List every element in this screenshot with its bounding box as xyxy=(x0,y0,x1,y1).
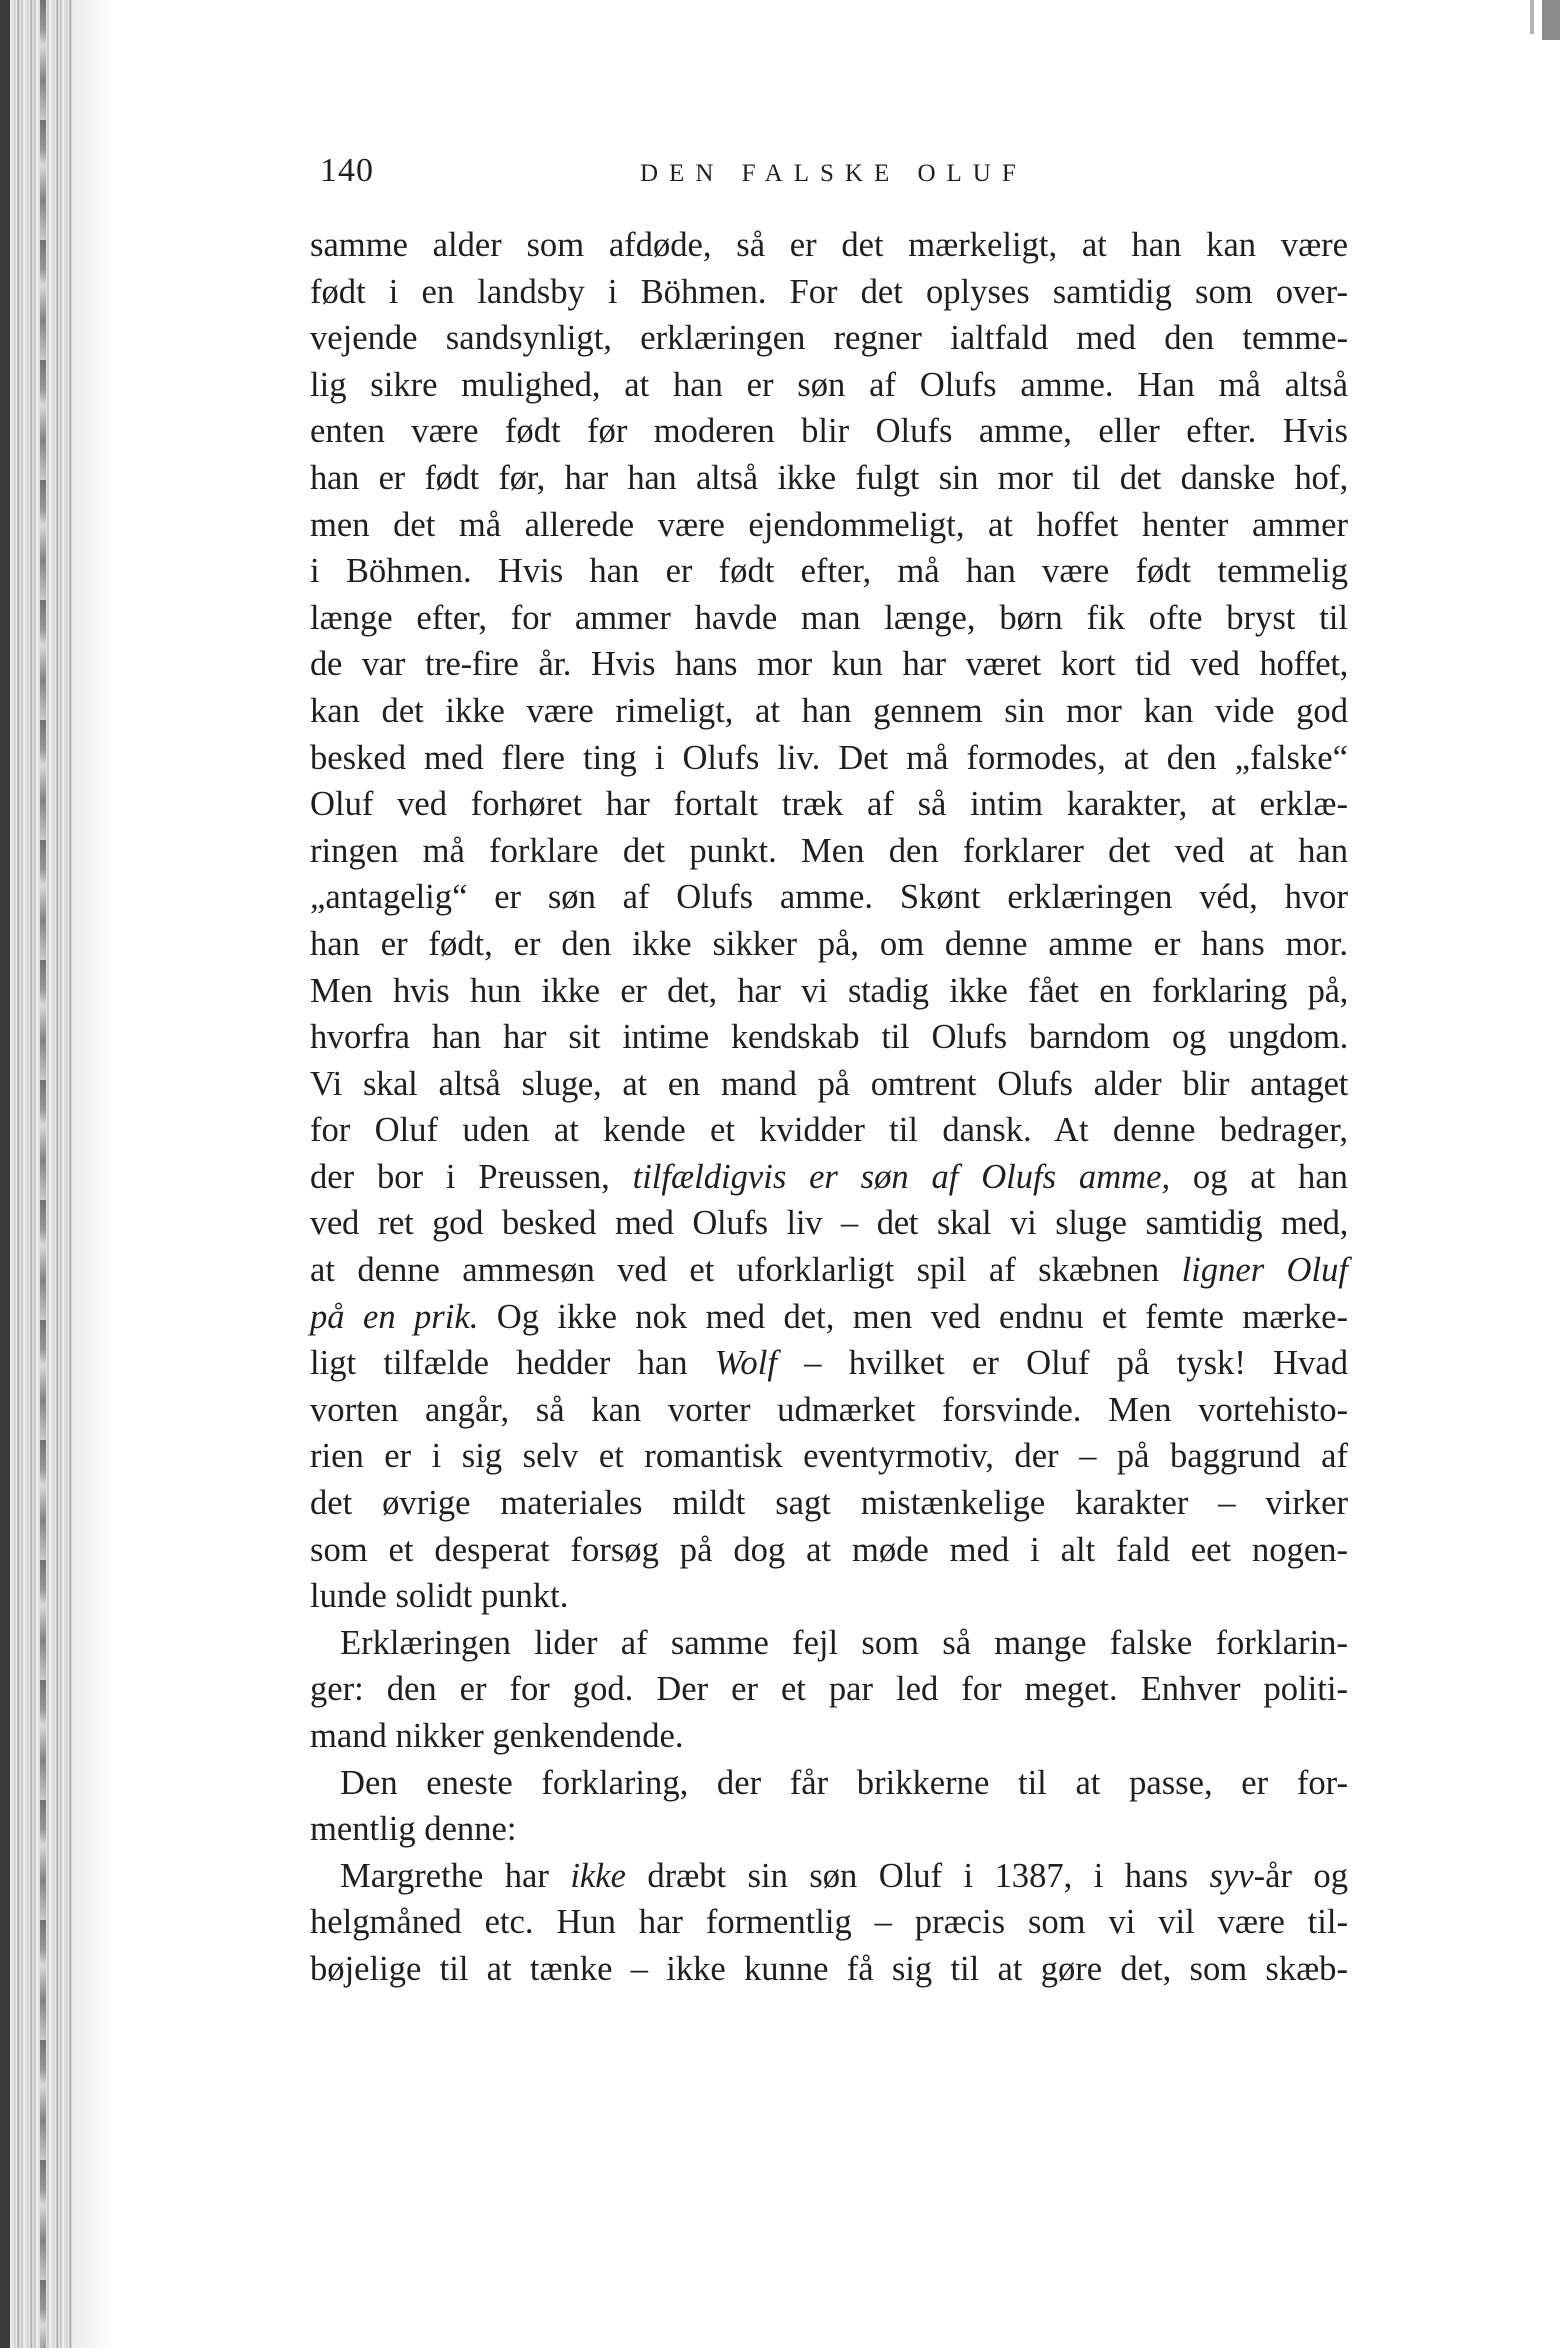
text-line: ger: den er for god. Der er et par led for meget. Enhver politi- xyxy=(310,1670,1348,1709)
text-line: Men hvis hun ikke er det, har vi stadig ikke fået en forklaring på, xyxy=(310,971,1348,1010)
text-line: født i en landsby i Böhmen. For det oplyses samtidig som over- xyxy=(310,272,1348,311)
text-line: ved ret god besked med Olufs liv – det skal vi sluge samtidig med, xyxy=(310,1204,1348,1243)
text-line: bøjelige til at tænke – ikke kunne få sig til at gøre det, som skæb- xyxy=(310,1949,1348,1988)
text-line: rien er i sig selv et romantisk eventyrmotiv, der – på baggrund af xyxy=(310,1437,1348,1476)
text-line: de var tre-fire år. Hvis hans mor kun har været kort tid ved hoffet, xyxy=(310,645,1348,684)
text-run: at denne ammesøn ved et uforklarligt spil af skæbnen xyxy=(310,1251,1182,1290)
text-line: vejende sandsynligt, erklæringen regner ialtfald med den temme- xyxy=(310,319,1348,358)
text-line: Den eneste forklaring, der får brikkerne til at passe, er for- xyxy=(340,1763,1348,1802)
italic-run: Wolf xyxy=(714,1344,777,1383)
text-line: Vi skal altså sluge, at en mand på omtrent Olufs alder blir antaget xyxy=(310,1064,1348,1103)
page-number: 140 xyxy=(320,152,374,189)
text-line xyxy=(310,1247,1348,1294)
text-run: ligt tilfælde hedder han xyxy=(310,1344,715,1383)
text-line: Oluf ved forhøret har fortalt træk af så intim karakter, at erklæ- xyxy=(310,785,1348,824)
italic-run: på en prik. xyxy=(310,1297,479,1336)
text-line xyxy=(310,1294,1348,1341)
text-run: dræbt sin søn Oluf i 1387, i hans xyxy=(625,1856,1210,1895)
text-run: Margrethe har xyxy=(340,1856,571,1895)
text-line: mand nikker genkendende. xyxy=(310,1717,684,1755)
running-head xyxy=(320,152,1360,196)
text-line: „antagelig“ er søn af Olufs amme. Skønt erklæringen véd, hvor xyxy=(310,878,1348,917)
text-line: for Oluf uden at kende et kvidder til dansk. At denne bedrager, xyxy=(310,1111,1348,1150)
page-gutter-shadow xyxy=(72,0,112,2348)
text-line: hvorfra han har sit intime kendskab til Olufs barndom og ungdom. xyxy=(310,1018,1348,1057)
text-line: i Böhmen. Hvis han er født efter, må han være født temmelig xyxy=(310,552,1348,591)
text-line xyxy=(310,1340,1348,1387)
text-run: der bor i Preussen, xyxy=(310,1157,633,1196)
text-line: han er født før, har han altså ikke fulgt sin mor til det danske hof, xyxy=(310,458,1348,497)
text-line: som et desperat forsøg på dog at møde med i alt fald eet nogen- xyxy=(310,1530,1348,1569)
text-line xyxy=(310,1853,1348,1900)
text-line: enten være født før moderen blir Olufs amme, eller efter. Hvis xyxy=(310,412,1348,451)
text-run: -år og xyxy=(1253,1856,1348,1895)
text-line: vorten angår, så kan vorter udmærket forsvinde. Men vortehisto- xyxy=(310,1390,1348,1429)
italic-run: syv xyxy=(1209,1856,1254,1895)
text-line: længe efter, for ammer havde man længe, børn fik ofte bryst til xyxy=(310,598,1348,637)
italic-run: ikke xyxy=(570,1856,626,1895)
text-run: og at han xyxy=(1170,1157,1348,1196)
running-title: DEN FALSKE OLUF xyxy=(640,160,1027,187)
text-line: han er født, er den ikke sikker på, om denne amme er hans mor. xyxy=(310,924,1348,963)
text-line: lig sikre mulighed, at han er søn af Olufs amme. Han må altså xyxy=(310,365,1348,404)
text-line: men det må allerede være ejendommeligt, at hoffet henter ammer xyxy=(310,505,1348,544)
text-line: kan det ikke være rimeligt, at han gennem sin mor kan vide god xyxy=(310,691,1348,730)
book-binding-edge xyxy=(0,0,72,2348)
text-line: lunde solidt punkt. xyxy=(310,1577,569,1616)
text-line xyxy=(310,1154,1348,1201)
text-line: det øvrige materiales mildt sagt mistænkelige karakter – virker xyxy=(310,1484,1348,1523)
body-text xyxy=(310,222,1348,1993)
text-line: samme alder som afdøde, så er det mærkeligt, at han kan være xyxy=(310,226,1348,264)
text-line: Erklæringen lider af samme fejl som så mange falske forklarin- xyxy=(340,1623,1348,1662)
text-line: ringen må forklare det punkt. Men den forklarer det ved at han xyxy=(310,831,1348,870)
italic-run: ligner Oluf xyxy=(1181,1251,1349,1290)
italic-run: tilfældigvis er søn af Olufs amme, xyxy=(632,1157,1171,1196)
scan-edge-mark xyxy=(1530,0,1534,34)
text-run: – hvilket er Oluf på tysk! Hvad xyxy=(776,1344,1348,1383)
text-run: Og ikke nok med det, men ved endnu et femte mærke- xyxy=(478,1297,1348,1336)
text-line: mentlig denne: xyxy=(310,1810,517,1849)
text-line: besked med flere ting i Olufs liv. Det må formodes, at den „falske“ xyxy=(310,738,1348,777)
scan-edge-mark xyxy=(1542,0,1560,40)
text-line: helgmåned etc. Hun har formentlig – præcis som vi vil være til- xyxy=(310,1903,1348,1942)
